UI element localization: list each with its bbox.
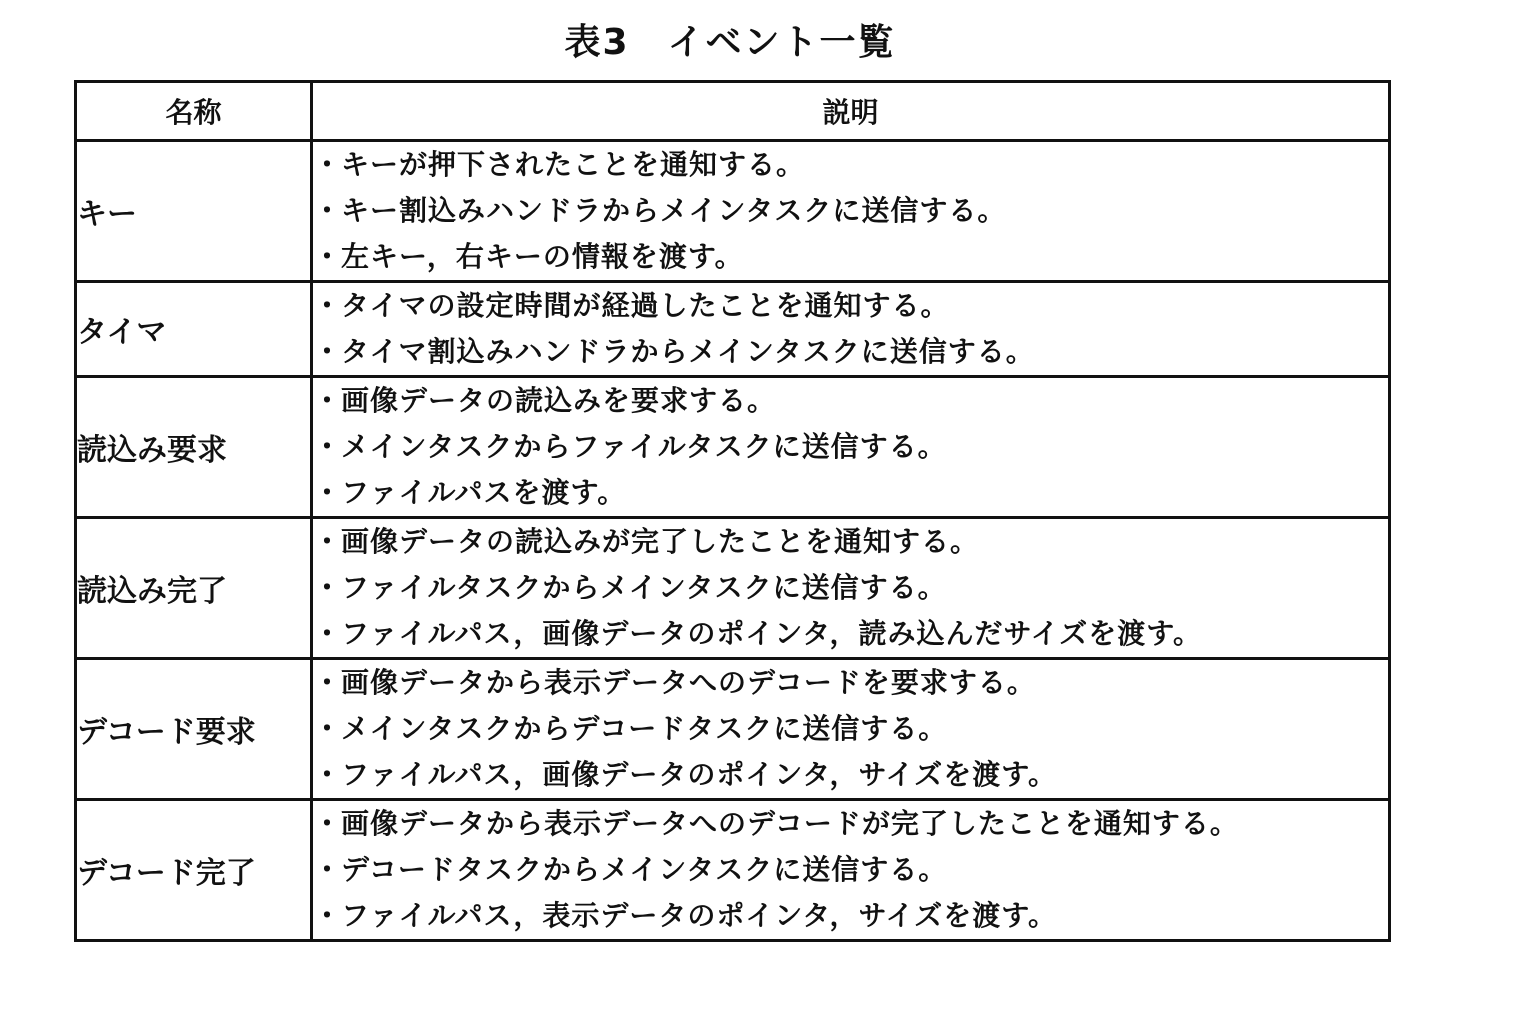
- event-description: [312, 282, 1390, 377]
- description-item: ・ ファイルパスを渡す。: [313, 470, 1388, 516]
- description-item: ・ 画像データから表示データへのデコードが完了したことを通知する。: [313, 801, 1388, 847]
- event-description: [312, 141, 1390, 282]
- table-row: [76, 659, 1390, 800]
- description-item: ・ キー割込みハンドラからメインタスクに送信する。: [313, 188, 1388, 234]
- event-description: [312, 377, 1390, 518]
- description-item: ・ 画像データの読込みが完了したことを通知する。: [313, 519, 1388, 565]
- table-row: [76, 518, 1390, 659]
- event-description: [312, 800, 1390, 941]
- description-item: ・ キーが押下されたことを通知する。: [313, 142, 1388, 188]
- description-item: ・ メインタスクからファイルタスクに送信する。: [313, 424, 1388, 470]
- table-row: [76, 282, 1390, 377]
- description-item: ・ タイマの設定時間が経過したことを通知する。: [313, 283, 1388, 329]
- table-header-row: [76, 82, 1390, 141]
- table-row: [76, 800, 1390, 941]
- description-item: ・ 画像データから表示データへのデコードを要求する。: [313, 660, 1388, 706]
- description-item: ・ 左キー，右キーの情報を渡す。: [313, 234, 1388, 280]
- description-item: ・ 画像データの読込みを要求する。: [313, 378, 1388, 424]
- table-row: [76, 377, 1390, 518]
- header-name: 名称: [76, 82, 312, 141]
- event-name: タイマ: [76, 282, 312, 377]
- description-item: ・ メインタスクからデコードタスクに送信する。: [313, 706, 1388, 752]
- table-row: [76, 141, 1390, 282]
- event-table: [74, 80, 1391, 942]
- event-name: デコード完了: [76, 800, 312, 941]
- event-description: [312, 659, 1390, 800]
- event-description: [312, 518, 1390, 659]
- description-item: ・ ファイルタスクからメインタスクに送信する。: [313, 565, 1388, 611]
- event-name: デコード要求: [76, 659, 312, 800]
- description-item: ・ ファイルパス，画像データのポインタ，サイズを渡す。: [313, 752, 1388, 798]
- description-item: ・ タイマ割込みハンドラからメインタスクに送信する。: [313, 329, 1388, 375]
- description-item: ・ ファイルパス，画像データのポインタ，読み込んだサイズを渡す。: [313, 611, 1388, 657]
- description-item: ・ ファイルパス，表示データのポインタ，サイズを渡す。: [313, 893, 1388, 939]
- event-name: 読込み完了: [76, 518, 312, 659]
- header-description: 説明: [312, 82, 1390, 141]
- event-name: 読込み要求: [76, 377, 312, 518]
- event-name: キー: [76, 141, 312, 282]
- table-title: 表3 イベント一覧: [564, 22, 896, 63]
- description-item: ・ デコードタスクからメインタスクに送信する。: [313, 847, 1388, 893]
